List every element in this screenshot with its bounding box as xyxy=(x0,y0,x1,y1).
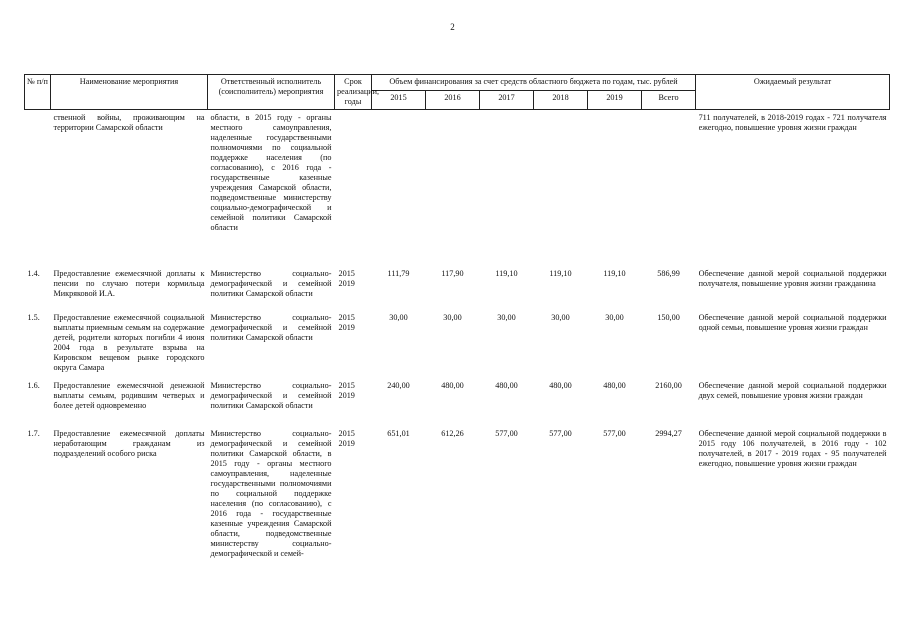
value-2017: 30,00 xyxy=(497,313,516,322)
value-2016 xyxy=(426,110,480,264)
header-year-2017: 2017 xyxy=(480,91,534,110)
measure-name: Предоставление ежемесячной доплаты неработающим гражданам из подразделений особого риска xyxy=(53,429,205,458)
table-row xyxy=(25,375,890,423)
term-years: 2015 2019 xyxy=(338,313,355,332)
header-term: Срок реализации, годы xyxy=(335,75,372,110)
measure-name: Предоставление ежемесячной социальной выплаты приемным семьям на содержание детей, родители которых погибли 4 июня 2004 года в результате взрыва на Кировском вещевом рынке городского округа Самара xyxy=(53,313,205,372)
value-2015: 651,01 xyxy=(387,429,410,438)
executor-text: области, в 2015 году - органы местного самоуправления, наделенные государственными полномочиями по социальной поддержке населения (по согласованию), с 2016 года - государственные казенные учреждения Самарской области, подведомственные министерству социально-демографической и семейной политики Самарской области xyxy=(210,113,332,232)
measure-name: ственной войны, проживающим на территории Самарской области xyxy=(53,113,205,132)
header-year-2018: 2018 xyxy=(534,91,588,110)
table-row xyxy=(25,423,890,599)
value-2016: 30,00 xyxy=(443,313,462,322)
measure-name: Предоставление ежемесячной денежной выплаты семьям, родившим четверых и более детей одновременно xyxy=(53,381,205,410)
header-funding: Объем финансирования за счет средств областного бюджета по годам, тыс. рублей xyxy=(372,75,696,91)
expected-result: Обеспечение данной мерой социальной поддержки в 2015 году 106 получателей, в 2016 году - 102 получателей, в 2017 - 2019 годах - 95 получателей ежегодно, повышение уровня жизни граждан xyxy=(698,429,887,468)
expected-result: 711 получателей, в 2018-2019 годах - 721 получателя ежегодно, повышение уровня жизни граждан xyxy=(698,113,887,132)
value-2016: 117,90 xyxy=(441,269,464,278)
term-years: 2015 2019 xyxy=(338,429,355,448)
value-2017: 480,00 xyxy=(495,381,518,390)
executor-text: Министерство социально-демографической и семейной политики Самарской области, в 2015 году - органы местного самоуправления, наделенные государственными полномочиями по социальной поддержке населения (по согласованию), с 2016 года - государственные казенные учреждения Самарской области, подведомственные министерству социально-демографической и семей- xyxy=(210,429,332,558)
expected-result: Обеспечение данной мерой социальной поддержки одной семьи, повышение уровня жизни граждан xyxy=(698,313,887,332)
value-total: 2994,27 xyxy=(655,429,682,438)
header-year-2019: 2019 xyxy=(588,91,642,110)
measure-name: Предоставление ежемесячной доплаты к пенсии по случаю потери кормильца Микряковой И.А. xyxy=(53,269,205,298)
header-total: Всего xyxy=(642,91,696,110)
executor-text: Министерство социально-демографической и семейной политики Самарской области xyxy=(210,269,332,298)
executor-text: Министерство социально-демографической и семейной политики Самарской области xyxy=(210,313,332,342)
value-total xyxy=(642,110,696,264)
value-2017: 119,10 xyxy=(495,269,518,278)
measures-table xyxy=(24,74,890,599)
value-2019: 30,00 xyxy=(605,313,624,322)
table-row xyxy=(25,110,890,264)
value-2018: 577,00 xyxy=(549,429,572,438)
value-total: 2160,00 xyxy=(655,381,682,390)
value-2015: 111,79 xyxy=(387,269,410,278)
value-2016: 612,26 xyxy=(441,429,464,438)
value-2015: 30,00 xyxy=(389,313,408,322)
term-years: 2015 2019 xyxy=(338,381,355,400)
term-years: 2015 2019 xyxy=(338,269,355,288)
table-row xyxy=(25,307,890,375)
value-2017: 577,00 xyxy=(495,429,518,438)
table-row xyxy=(25,263,890,307)
header-executor: Ответственный исполнитель (соисполнитель) мероприятия xyxy=(208,75,335,110)
value-2019: 480,00 xyxy=(603,381,626,390)
page-number: 2 xyxy=(450,22,455,32)
value-2018: 30,00 xyxy=(551,313,570,322)
value-2018: 480,00 xyxy=(549,381,572,390)
value-2019: 119,10 xyxy=(603,269,626,278)
value-total: 150,00 xyxy=(657,313,680,322)
value-2017 xyxy=(480,110,534,264)
value-2019 xyxy=(588,110,642,264)
value-2015 xyxy=(372,110,426,264)
header-year-2015: 2015 xyxy=(372,91,426,110)
value-2019: 577,00 xyxy=(603,429,626,438)
row-number: 1.7. xyxy=(27,429,40,438)
value-2016: 480,00 xyxy=(441,381,464,390)
row-number: 1.6. xyxy=(27,381,40,390)
row-number: 1.4. xyxy=(27,269,40,278)
expected-result: Обеспечение данной мерой социальной поддержки двух семей, повышение уровня жизни граждан xyxy=(698,381,887,400)
header-year-2016: 2016 xyxy=(426,91,480,110)
row-number xyxy=(25,110,51,264)
value-total: 586,99 xyxy=(657,269,680,278)
value-2015: 240,00 xyxy=(387,381,410,390)
term-years xyxy=(335,110,372,264)
row-number: 1.5. xyxy=(27,313,40,322)
header-number: № п/п xyxy=(25,75,51,110)
expected-result: Обеспечение данной мерой социальной поддержки получателя, повышение уровня жизни гражданина xyxy=(698,269,887,288)
header-expected-result: Ожидаемый результат xyxy=(696,75,890,110)
value-2018: 119,10 xyxy=(549,269,572,278)
header-measure-name: Наименование мероприятия xyxy=(51,75,208,110)
value-2018 xyxy=(534,110,588,264)
executor-text: Министерство социально-демографической и семейной политики Самарской области xyxy=(210,381,332,410)
